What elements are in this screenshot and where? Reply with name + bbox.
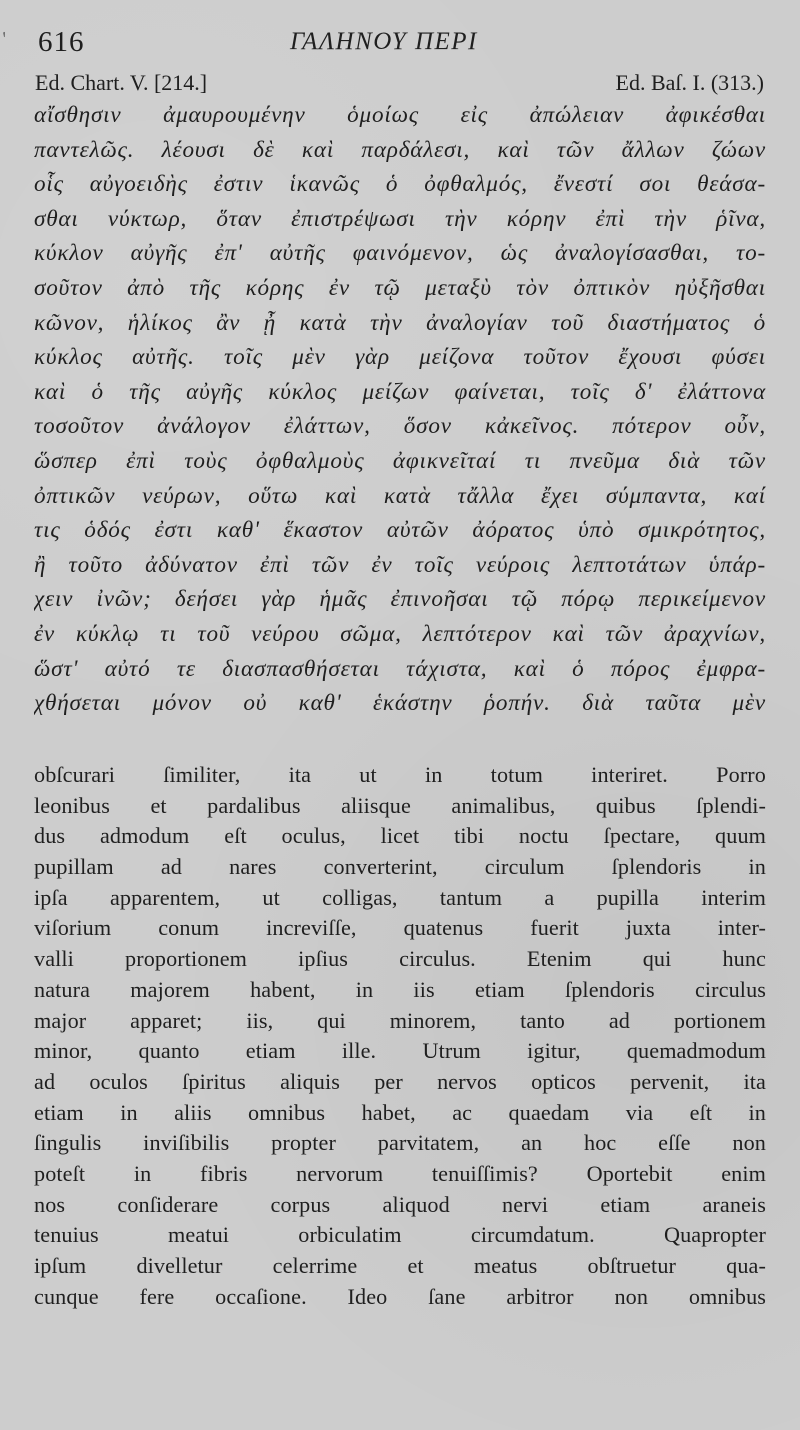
latin-line-14: poteſt in fibris nervorum tenuiſſimis? Oportebit enim — [34, 1160, 766, 1186]
latin-line-9: major apparet; iis, qui minorem, tanto ad portionem — [34, 1007, 766, 1033]
greek-line-16: ἐν κύκλῳ τι τοῦ νεύρου σῶμα, λεπτότερον καὶ τῶν ἀραχνίων, — [34, 620, 766, 647]
latin-line-1: obſcurari ſimiliter, ita ut in totum interiret. Porro — [34, 762, 766, 787]
greek-line-17: ὥστ' αὐτό τε διασπασθήσεται τάχιστα, καὶ ὁ πόρος ἐμφρα- — [34, 655, 766, 682]
greek-line-8: κύκλος αὐτῆς. τοῖς μὲν γὰρ μείζονα τοῦτον ἔχουσι φύσει — [34, 344, 766, 371]
greek-line-2: παντελῶς. λέουσι δὲ καὶ παρδάλεσι, καὶ τῶν ἄλλων ζώων — [34, 136, 766, 163]
corner-mark: ′ — [0, 27, 12, 51]
greek-line-15: χειν ἰνῶν; δεήσει γὰρ ἡμᾶς ἐπινοῆσαι τῷ πόρῳ περικείμενον — [34, 586, 766, 613]
latin-line-18: cunque fere occaſione. Ideo ſane arbitror non omnibus — [34, 1283, 766, 1309]
latin-line-4: pupillam ad nares converterint, circulum ſplendoris in — [34, 854, 766, 880]
greek-line-7: κῶνον, ἡλίκος ἂν ᾖ κατὰ τὴν ἀναλογίαν τοῦ διαστήματος ὁ — [34, 309, 766, 336]
edition-reference-right: Ed. Baſ. I. (313.) — [615, 70, 764, 95]
edition-reference-left: Ed. Chart. V. [214.] — [35, 70, 208, 95]
latin-line-13: ſingulis inviſibilis propter parvitatem, an hoc eſſe non — [34, 1130, 766, 1156]
greek-line-3: οἷς αὐγοειδὴς ἐστιν ἱκανῶς ὁ ὀφθαλμός, ἔνεστί σοι θεάσα- — [34, 171, 766, 198]
latin-line-2: leonibus et pardalibus aliisque animalibus, quibus ſplendi- — [34, 792, 766, 818]
greek-line-6: σοῦτον ἀπὸ τῆς κόρης ἐν τῷ μεταξὺ τὸν ὀπτικὸν ηὐξῆσθαι — [34, 274, 766, 301]
latin-line-3: dus admodum eſt oculus, licet tibi noctu ſpectare, quum — [34, 823, 766, 849]
greek-line-13: τις ὁδός ἐστι καθ' ἕκαστον αὐτῶν ἀόρατος ὑπὸ σμικρότητος, — [34, 517, 766, 544]
greek-line-14: ἢ τοῦτο ἀδύνατον ἐπὶ τῶν ἐν τοῖς νεύροις λεπτοτάτων ὑπάρ- — [34, 551, 766, 578]
latin-line-15: nos conſiderare corpus aliquod nervi etiam araneis — [34, 1191, 766, 1217]
greek-line-12: ὀπτικῶν νεύρων, οὕτω καὶ κατὰ τἄλλα ἔχει σύμπαντα, καί — [34, 482, 766, 509]
latin-line-17: ipſum divelletur celerrime et meatus obſtruetur qua- — [34, 1253, 766, 1278]
page-number: 616 — [38, 26, 85, 58]
latin-line-12: etiam in aliis omnibus habet, ac quaedam via eſt in — [34, 1099, 766, 1125]
latin-line-8: natura majorem habent, in iis etiam ſplendoris circulus — [34, 976, 766, 1002]
greek-line-5: κύκλον αὐγῆς ἐπ' αὐτῆς φαινόμενον, ὡς ἀναλογίσασθαι, το- — [34, 240, 766, 267]
latin-line-5: ipſa apparentem, ut colligas, tantum a pupilla interim — [34, 884, 766, 910]
greek-text-block — [34, 98, 766, 721]
latin-line-6: viſorium conum increviſſe, quatenus fuerit juxta inter- — [34, 915, 766, 941]
running-head: ΓΑΛΗΝΟΥ ΠΕΡΙ — [290, 28, 478, 55]
latin-line-10: minor, quanto etiam ille. Utrum igitur, quemadmodum — [34, 1038, 766, 1064]
greek-line-1: αἴσθησιν ἀμαυρουμένην ὁμοίως εἰς ἀπώλειαν ἀφικέσθαι — [34, 102, 766, 128]
latin-line-11: ad oculos ſpiritus aliquis per nervos opticos pervenit, ita — [34, 1068, 766, 1094]
latin-text-block — [34, 760, 766, 1312]
greek-line-11: ὥσπερ ἐπὶ τοὺς ὀφθαλμοὺς ἀφικνεῖταί τι πνεῦμα διὰ τῶν — [34, 447, 766, 474]
greek-line-10: τοσοῦτον ἀνάλογον ἐλάττων, ὅσον κἀκεῖνος. πότερον οὖν, — [34, 413, 766, 440]
greek-line-9: καὶ ὁ τῆς αὐγῆς κύκλος μείζων φαίνεται, τοῖς δ' ἐλάττονα — [34, 378, 766, 405]
greek-line-4: σθαι νύκτωρ, ὅταν ἐπιστρέψωσι τὴν κόρην ἐπὶ τὴν ῥῖνα, — [34, 205, 766, 232]
greek-line-18: χθήσεται μόνον οὐ καθ' ἑκάστην ῥοπήν. διὰ ταῦτα μὲν — [34, 690, 766, 717]
latin-line-16: tenuius meatui orbiculatim circumdatum. Quapropter — [34, 1222, 766, 1248]
latin-line-7: valli proportionem ipſius circulus. Etenim qui hunc — [34, 946, 766, 972]
